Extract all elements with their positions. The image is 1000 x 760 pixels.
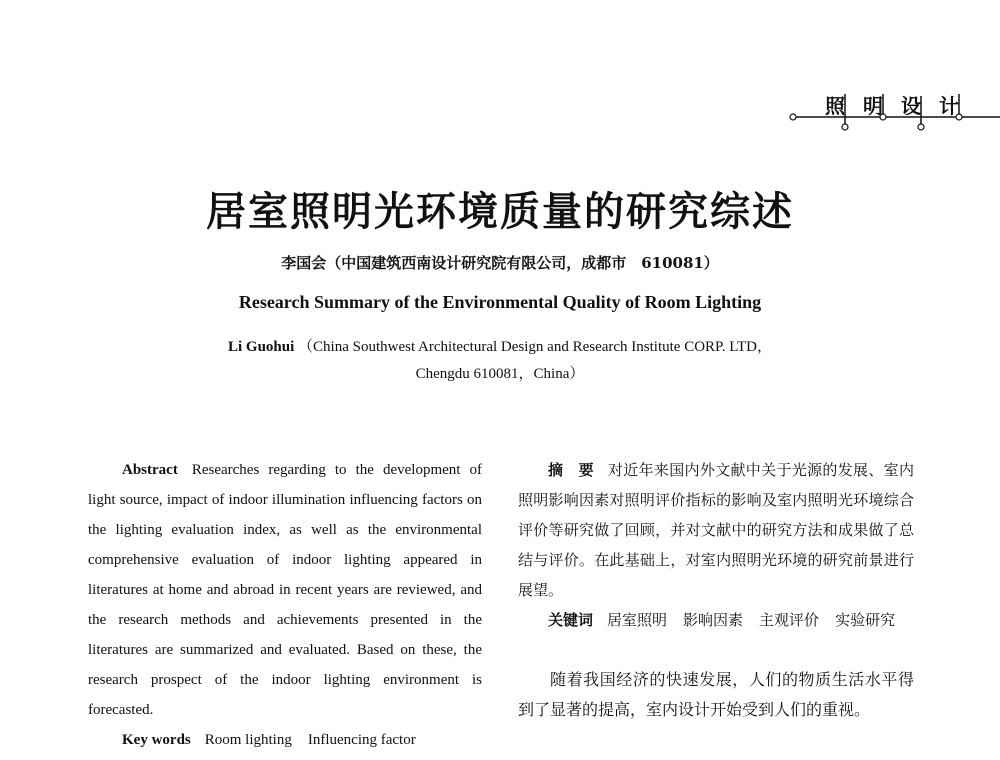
section-tag-char: 设 <box>901 94 921 118</box>
keywords-cn <box>518 605 914 635</box>
keyword-en: Influencing factor <box>307 732 416 748</box>
keyword-cn: 影响因素 <box>683 611 744 629</box>
paper-title: 居室照明光环境质量的研究综述 <box>206 188 794 235</box>
abstract-cn-label: 摘 要 <box>548 461 594 479</box>
paper-title-en: Research Summary of the Environmental Quality of Room Lighting <box>238 292 762 312</box>
keyword-cn: 实验研究 <box>835 611 896 629</box>
keywords-en <box>88 725 482 755</box>
keywords-cn-label: 关键词 <box>548 611 594 629</box>
keyword-en: Room lighting <box>204 732 292 748</box>
abstract-cn-text: 对近年来国内外文献中关于光源的发展、室内照明影响因素对照明评价指标的影响及室内照明光环境综合评价等研究做了回顾，并对文献中的研究方法和成果做了总结与评价。在此基础上，对室内照明光环境的研究前景进行展望。 <box>518 461 914 599</box>
abstract-en-label: Abstract <box>122 462 178 478</box>
author-name-en: Li Guohui <box>227 339 295 355</box>
abstract-en <box>88 455 482 725</box>
keyword-cn: 主观评价 <box>759 611 820 629</box>
author-affiliation-cn: 李国会（中国建筑西南设计研究院有限公司，成都市 610081） <box>281 254 719 272</box>
affiliation-en-line2: Chengdu 610081，China） <box>415 366 585 382</box>
keyword-cn: 居室照明 <box>607 611 668 629</box>
section-tag-char: 计 <box>939 94 959 118</box>
abstract-en-text: Researches regarding to the development of light source, impact of indoor illumination influencing factors on the lighting evaluation index, as well as the environmental comprehensive evaluation of indoor lighting appeared in literatures at home and abroad in recent years are reviewed, and the research methods and achievements presented in the literatures are summarized and evaluated. Based on these, the research prospect of the indoor lighting environment is forecasted. <box>88 462 482 718</box>
section-tag-char: 明 <box>863 94 883 118</box>
author-affiliation-en <box>0 334 1000 388</box>
section-tag-char: 照 <box>825 94 845 118</box>
section-tag <box>788 88 1000 136</box>
keywords-en-label: Key words <box>122 732 191 748</box>
abstract-en-column <box>88 455 482 755</box>
abstract-cn <box>518 455 914 605</box>
abstract-cn-column <box>518 455 914 725</box>
affiliation-en-line1: （China Southwest Architectural Design and Research Institute CORP. LTD， <box>298 339 772 355</box>
body-paragraph: 随着我国经济的快速发展，人们的物质生活水平得到了显著的提高，室内设计开始受到人们的重视。 <box>518 670 914 719</box>
